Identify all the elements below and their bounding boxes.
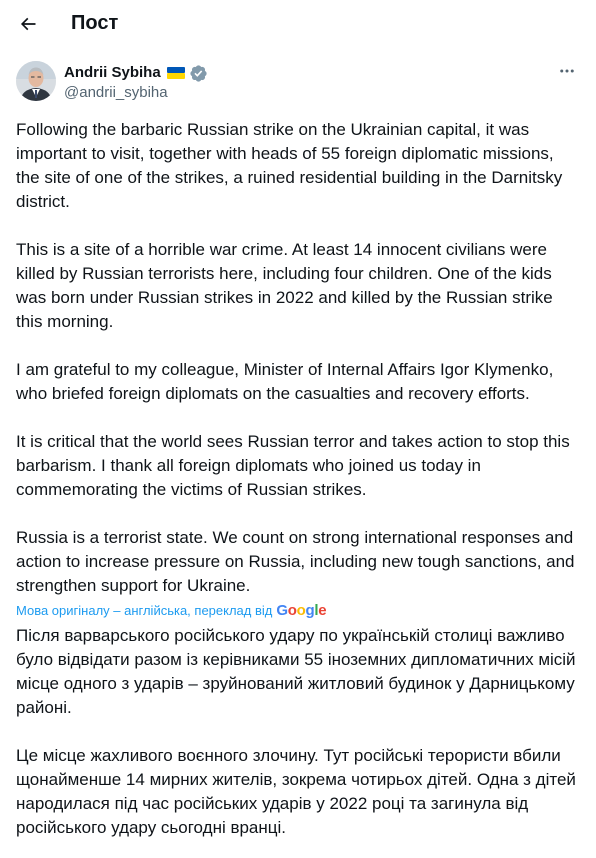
- translation-note-link[interactable]: Мова оригіналу – англійська, переклад від: [16, 603, 273, 618]
- google-logo-letter: G: [276, 602, 288, 619]
- google-logo-letter: o: [296, 602, 306, 619]
- back-button[interactable]: [12, 8, 44, 40]
- more-horizontal-icon: [558, 62, 576, 80]
- tweet-paragraph: It is critical that the world sees Russian terror and takes action to stop this barbarism. I thank all foreign diplomats who joined us today in commemorating the victims of Russian strikes.: [16, 432, 570, 499]
- author-handle[interactable]: @andrii_sybiha: [64, 84, 168, 101]
- google-logo-letter: e: [318, 602, 327, 619]
- google-logo-letter: g: [305, 602, 315, 619]
- google-logo-letter: l: [314, 602, 319, 619]
- author-name[interactable]: Andrii Sybiha: [64, 64, 161, 81]
- avatar-photo: [16, 61, 56, 101]
- tweet-text: [16, 118, 580, 840]
- gray-verified-badge-icon: [189, 64, 208, 83]
- more-options-button[interactable]: [552, 61, 582, 81]
- translated-paragraph: Це місце жахливого воєнного злочину. Тут російські терористи вбили щонайменше 14 мирних жителів, зокрема чотирьох дітей. Одна з дітей народилася під час російських ударів у 2022 році та загинула від російського удару сьогодні вранці.: [16, 746, 576, 837]
- tweet-paragraph: This is a site of a horrible war crime. At least 14 innocent civilians were killed by Russian terrorists here, including four children. One of the kids was born under Russian strikes in 2022 and killed by the Russian strike this morning.: [16, 240, 553, 331]
- tweet-paragraph: I am grateful to my colleague, Minister of Internal Affairs Igor Klymenko, who briefed foreign diplomats on the casualties and recovery efforts.: [16, 360, 554, 403]
- tweet-paragraph: Russia is a terrorist state. We count on strong international responses and action to increase pressure on Russia, including new tough sanctions, and strengthen support for Ukraine.: [16, 528, 575, 595]
- google-logo: [276, 603, 326, 619]
- tweet-author: [16, 61, 580, 105]
- translated-paragraph: Після варварського російського удару по українській столиці важливо було відвідати разом із керівниками 55 іноземних дипломатичних місій місце одного з ударів – зруйнований житловий будинок у Дарницькому районі.: [16, 626, 576, 717]
- name-row[interactable]: [64, 63, 208, 83]
- ukraine-flag-icon: [166, 65, 186, 81]
- tweet-paragraph: Following the barbaric Russian strike on the Ukrainian capital, it was important to visit, together with heads of 55 foreign diplomatic missions, the site of one of the strikes, a ruined residential building in the Darnitsky district.: [16, 120, 563, 211]
- google-logo-letter: o: [287, 602, 297, 619]
- avatar[interactable]: [16, 61, 56, 101]
- page-title: Пост: [71, 12, 119, 34]
- arrow-left-icon: [18, 14, 38, 34]
- translation-attribution: [16, 600, 580, 622]
- page-header: [0, 0, 596, 48]
